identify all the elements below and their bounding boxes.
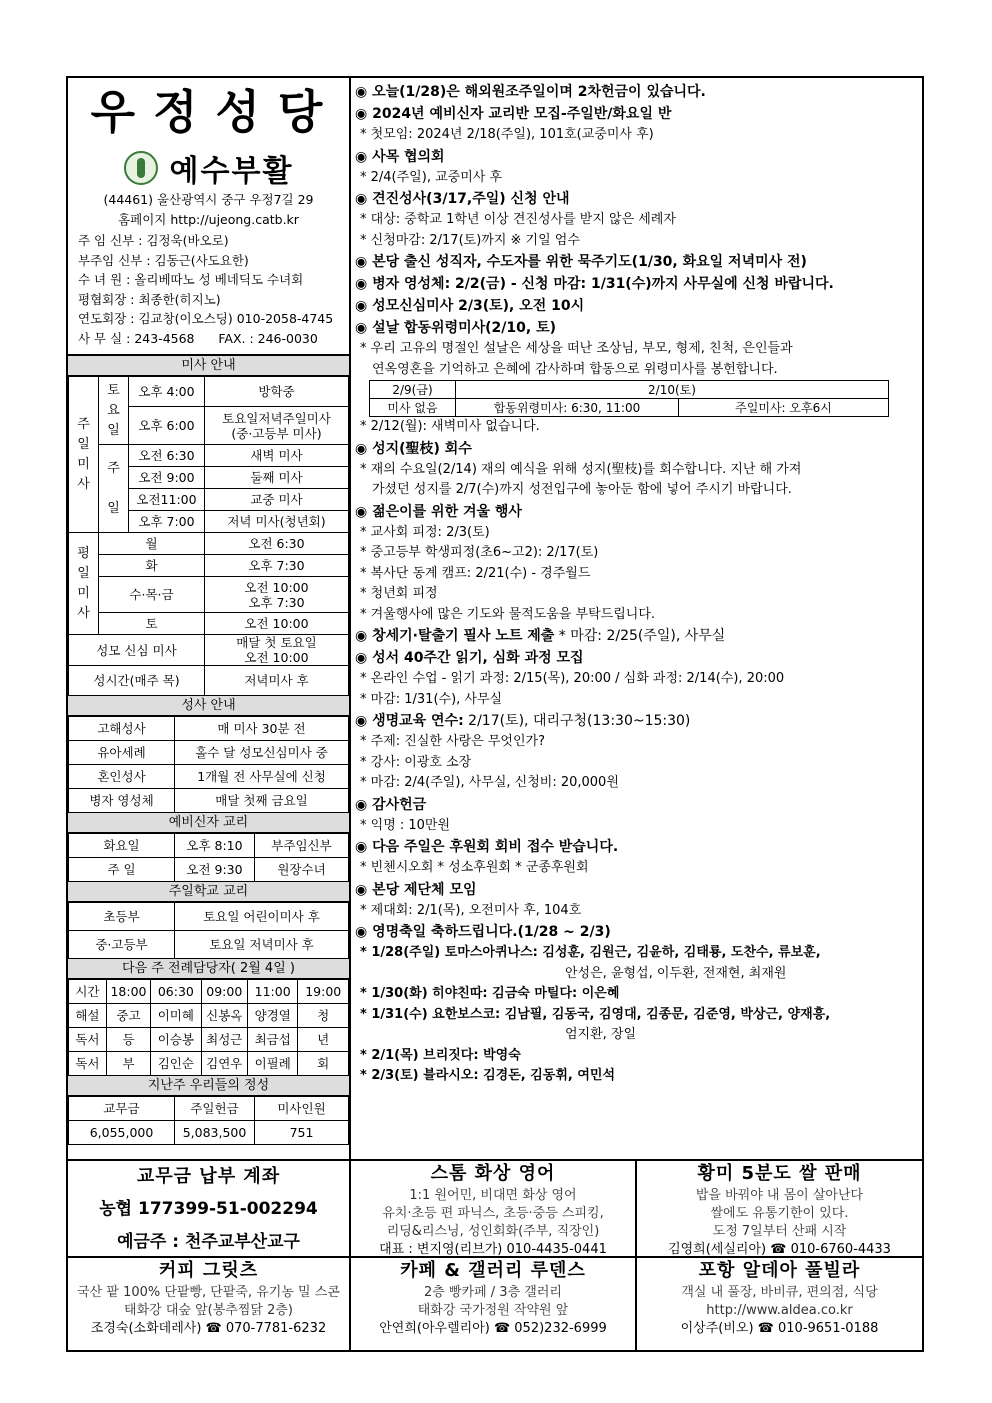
table-cell: 교무금 <box>69 1097 175 1121</box>
notices-column <box>353 78 924 1159</box>
table-cell: 교중 미사 <box>205 489 349 511</box>
notice <box>355 438 920 501</box>
table-cell: 5,083,500 <box>175 1121 255 1145</box>
ad-line: 태화강 대숲 앞(봉추찜닭 2층) <box>124 1303 293 1318</box>
table-cell: 토요일 어린이미사 후 <box>175 903 349 931</box>
ad-box <box>351 1256 637 1352</box>
ad-title: 교무금 납부 계좌 <box>136 1166 281 1187</box>
table-cell: 부 <box>106 1052 150 1076</box>
table-cell: 성모 신심 미사 <box>69 635 205 666</box>
notice-line: * 주제: 진실한 사랑은 무엇인가? <box>360 734 546 749</box>
table-cell: 토요일저녁주일미사 (중·고등부 미사) <box>205 407 349 445</box>
notice-seollal <box>355 317 920 438</box>
table-cell: 주일미사: 오후6시 <box>679 399 889 417</box>
table-cell: 오후 6:00 <box>129 407 205 445</box>
table-cell: 화요일 <box>69 834 175 858</box>
notice-line: * 1/30(화) 히야친따: 김금숙 마틸다: 이은혜 <box>360 986 620 1001</box>
notice-line: * 2/12(월): 새벽미사 없습니다. <box>360 419 540 434</box>
table-cell: 혼인성사 <box>69 765 175 789</box>
table-cell: 매달 첫 토요일 오전 10:00 <box>205 635 349 666</box>
table-cell: 회 <box>298 1052 349 1076</box>
notice-line: * 온라인 수업 - 읽기 과정: 2/15(목), 20:00 / 심화 과정: 2/14(수), 20:00 <box>360 671 785 686</box>
ad-line: 유치·초등 편 파닉스, 초등·중등 스피킹, <box>382 1206 604 1221</box>
table-cell: 1개월 전 사무실에 신청 <box>175 765 349 789</box>
notice-line: * 1/31(수) 요한보스코: 김남필, 김동국, 김영대, 김종문, 김준영, 박상근, 양재흥, <box>360 1006 831 1022</box>
notice-line: * 익명 : 10만원 <box>360 817 451 833</box>
notice-line: * 2/4(주일), 교중미사 후 <box>360 169 503 185</box>
table-cell: 등 <box>106 1028 150 1052</box>
ad-line: 조경숙(소화데레사) ☎ 070-7781-6232 <box>90 1321 327 1336</box>
table-cell: 06:30 <box>151 980 202 1004</box>
ad-line: 리딩&리스닝, 성인회화(주부, 직장인) <box>386 1224 600 1239</box>
ad-line: 객실 내 풀장, 바비큐, 편의점, 식당 <box>681 1285 878 1300</box>
table-cell: 오전11:00 <box>129 489 205 511</box>
notice-tail: * 마감: 2/25(주일), 사무실 <box>554 628 726 644</box>
table-cell: 주 일 미 사 <box>69 377 99 533</box>
table-cell: 방학중 <box>205 377 349 407</box>
table-cell: 해설 <box>69 1004 107 1028</box>
table-cell: 주일헌금 <box>175 1097 255 1121</box>
header <box>68 78 349 356</box>
notice-line: * 겨울행사에 많은 기도와 물적도움을 부탁드립니다. <box>360 606 656 622</box>
table-cell: 유아세례 <box>69 741 175 765</box>
notice-heading: ◉ 성지(聖枝) 회수 <box>355 440 472 457</box>
sunday-school-table <box>68 902 349 959</box>
notice <box>355 295 920 317</box>
table-cell: 청 <box>298 1004 349 1028</box>
table-cell: 751 <box>255 1121 349 1145</box>
table-cell: 저녁 미사(청년회) <box>205 511 349 533</box>
table-cell: 화 <box>99 555 205 577</box>
notice-line: * 1/28(주일) 토마스아퀴나스: 김성훈, 김원근, 김윤하, 김태룡, 도찬수, 류보훈, <box>360 945 821 960</box>
table-cell: 2/10(토) <box>456 381 889 399</box>
notice-heading: ◉ 본당 제단체 모임 <box>355 881 477 898</box>
ad-line: http://www.aldea.co.kr <box>706 1303 853 1318</box>
notice-line: * 2/1(목) 브리짓다: 박영숙 <box>360 1047 521 1063</box>
notice <box>355 146 920 189</box>
table-cell: 고해성사 <box>69 717 175 741</box>
table-cell: 토요일 저녁미사 후 <box>175 931 349 959</box>
ad-box <box>637 1161 922 1256</box>
notice-line: * 첫모임: 2024년 2/18(주일), 101호(교중미사 후) <box>360 127 654 142</box>
table-cell: 오전 6:30 <box>205 533 349 555</box>
notice <box>355 273 920 295</box>
liturgy-table <box>68 979 349 1076</box>
table-cell: 토 <box>99 613 205 635</box>
seollal-table <box>369 380 889 417</box>
ad-line: 대표 : 변지영(리브가) 010-4435-0441 <box>379 1242 607 1256</box>
table-cell: 오후 8:10 <box>175 834 255 858</box>
notice-heading: ◉ 설날 합동위령미사(2/10, 토) <box>355 320 557 336</box>
notice-heading: ◉ 성모신심미사 2/3(토), 오전 10시 <box>355 298 585 314</box>
table-cell: 독서 <box>69 1028 107 1052</box>
table-cell: 년 <box>298 1028 349 1052</box>
table-cell: 최금섭 <box>247 1028 298 1052</box>
notice-line: * 청년회 피정 <box>360 586 438 601</box>
notice <box>355 710 920 794</box>
notice-heading: ◉ 오늘(1/28)은 해외원조주일이며 2차헌금이 있습니다. <box>355 84 706 100</box>
notice-heading: ◉ 감사헌금 <box>355 796 427 813</box>
table-cell: 성시간(매주 목) <box>69 666 205 696</box>
table-cell: 09:00 <box>201 980 247 1004</box>
sacraments-title: 성사 안내 <box>68 696 349 716</box>
notice-heading: ◉ 영명축일 축하드립니다.(1/28 ~ 2/3) <box>355 924 611 940</box>
homepage-label: 홈페이지 <box>118 212 167 227</box>
table-cell: 18:00 <box>106 980 150 1004</box>
staff-member: 주 임 신부 : 김정욱(바오로) <box>78 233 229 248</box>
ad-title: 황미 5분도 쌀 판매 <box>697 1163 862 1184</box>
notice-line: 안성은, 윤형섭, 이두환, 전재현, 최재원 <box>565 965 787 981</box>
ad-box <box>637 1256 922 1352</box>
notice-heading: ◉ 사목 협의회 <box>355 148 445 165</box>
notice-heading: ◉ 병자 영성체: 2/2(금) - 신청 마감: 1/31(수)까지 사무실에 신청 바랍니다. <box>355 276 834 292</box>
notice-heading: ◉ 견진성사(3/17,주일) 신청 안내 <box>355 191 570 207</box>
notice-heading: ◉ 창세기·탈출기 필사 노트 제출 * 마감: 2/25(주일), 사무실 <box>355 628 726 644</box>
fax: FAX. : 246-0030 <box>218 330 318 346</box>
table-cell: 김인순 <box>151 1052 202 1076</box>
table-cell: 김연우 <box>201 1052 247 1076</box>
bulletin-page <box>66 76 924 1352</box>
table-cell: 평 일 미 사 <box>69 533 99 635</box>
notice-line: 엄지환, 장일 <box>565 1027 637 1042</box>
offering-table <box>68 1096 349 1145</box>
liturgy-title: 다음 주 전례담당자( 2월 4일 ) <box>68 959 349 979</box>
notice-heading: ◉ 다음 주일은 후원회 회비 접수 받습니다. <box>355 839 619 855</box>
notice-line: 연옥영혼을 기억하고 은혜에 감사하며 합동으로 위령미사를 봉헌합니다. <box>372 361 778 377</box>
staff-member: 수 녀 원 : 올리베따노 성 베네딕도 수녀회 <box>78 272 304 287</box>
notice-heading: ◉ 본당 출신 성직자, 수도자를 위한 묵주기도(1/30, 화요일 저녁미사 전) <box>355 254 807 270</box>
table-cell: 병자 영성체 <box>69 789 175 813</box>
table-cell: 오전 6:30 <box>129 445 205 467</box>
table-cell: 새벽 미사 <box>205 445 349 467</box>
notice <box>355 879 920 922</box>
ad-line: 도정 7일부터 산패 시작 <box>712 1224 847 1239</box>
table-cell: 2/9(금) <box>370 381 456 399</box>
address: (44461) 울산광역시 중구 우정7길 29 <box>103 192 314 207</box>
table-cell: 월 <box>99 533 205 555</box>
ad-line: 국산 팥 100% 단팥빵, 단팥죽, 유기농 밀 스콘 <box>77 1285 340 1300</box>
mass-title: 미사 안내 <box>68 356 349 376</box>
table-cell: 11:00 <box>247 980 298 1004</box>
table-cell: 시간 <box>69 980 107 1004</box>
table-cell: 미사인원 <box>255 1097 349 1121</box>
notice <box>355 794 920 837</box>
notice-line: * 복사단 동계 캠프: 2/21(수) - 경주월드 <box>360 565 591 581</box>
table-cell: 저녁미사 후 <box>205 666 349 696</box>
notice-line: 가셨던 성지를 2/7(수)까지 성전입구에 놓아둔 함에 넣어 주시기 바랍니다. <box>372 482 792 497</box>
table-cell: 합동위령미사: 6:30, 11:00 <box>456 399 679 417</box>
ad-line: 안연희(아우렐리아) ☎ 052)232-6999 <box>379 1321 607 1336</box>
notice-line: * 빈첸시오회 * 성소후원회 * 군종후원회 <box>360 860 589 875</box>
parish-logo-icon <box>124 151 158 185</box>
table-cell: 주 일 <box>69 858 175 882</box>
table-cell: 수·목·금 <box>99 577 205 613</box>
notice <box>355 103 920 146</box>
table-cell: 중·고등부 <box>69 931 175 959</box>
slogan: 예수부활 <box>169 154 294 189</box>
catechumen-title: 예비신자 교리 <box>68 813 349 833</box>
ad-line: 밥을 바꿔야 내 몸이 살아난다 <box>695 1188 864 1203</box>
mass-table <box>68 376 349 696</box>
notice-heading: ◉ 젊은이를 위한 겨울 행사 <box>355 503 522 520</box>
notice <box>355 501 920 626</box>
notice <box>355 81 920 103</box>
notice-tail: 2/17(토), 대리구청(13:30~15:30) <box>463 713 691 729</box>
table-cell: 최성근 <box>201 1028 247 1052</box>
ads-section <box>68 1159 922 1350</box>
table-cell: 오전 10:00 오후 7:30 <box>205 577 349 613</box>
ad-title: 커피 그릿츠 <box>158 1260 259 1281</box>
table-cell: 주 일 <box>99 445 129 533</box>
table-cell: 오후 7:00 <box>129 511 205 533</box>
table-cell: 초등부 <box>69 903 175 931</box>
sacraments-table <box>68 716 349 813</box>
table-cell: 매 미사 30분 전 <box>175 717 349 741</box>
table-cell: 오후 7:30 <box>205 555 349 577</box>
ad-line: 김영희(세실리아) ☎ 010-6760-4433 <box>668 1242 891 1256</box>
staff-list <box>68 231 349 329</box>
ad-line: 이상주(비오) ☎ 010-9651-0188 <box>680 1321 879 1336</box>
staff-member: 부주임 신부 : 김동근(사도요한) <box>78 252 249 268</box>
ad-title: 스톰 화상 영어 <box>430 1163 556 1184</box>
table-cell: 신봉옥 <box>201 1004 247 1028</box>
notice-heading: ◉ 성서 40주간 읽기, 심화 과정 모집 <box>355 650 584 666</box>
account-number: 농협 177399-51-002294 <box>99 1199 318 1219</box>
notice-line: * 교사회 피정: 2/3(토) <box>360 524 490 540</box>
ad-box <box>351 1161 637 1256</box>
staff-member: 연도회장 : 김교창(이오스딩) 010-2058-4745 <box>78 311 334 326</box>
staff-member: 평협회장 : 최종한(히지노) <box>78 291 221 307</box>
notice <box>355 647 920 710</box>
table-cell: 미사 없음 <box>370 399 456 417</box>
table-cell: 이미혜 <box>151 1004 202 1028</box>
notice <box>355 836 920 879</box>
notice <box>355 188 920 251</box>
notice-heading: ◉ 생명교육 연수: 2/17(토), 대리구청(13:30~15:30) <box>355 713 691 729</box>
notice-line: * 제대회: 2/1(목), 오전미사 후, 104호 <box>360 902 582 918</box>
table-cell: 둘째 미사 <box>205 467 349 489</box>
ad-line: 쌀에도 유통기한이 있다. <box>710 1206 849 1221</box>
notice <box>355 625 920 647</box>
table-cell: 이필례 <box>247 1052 298 1076</box>
notice-line: * 우리 고유의 명절인 설날은 세상을 떠난 조상님, 부모, 형제, 친척, 은인들과 <box>360 341 793 356</box>
table-cell: 원장수녀 <box>255 858 349 882</box>
ad-line: 2층 빵카페 / 3층 갤러리 <box>424 1285 562 1300</box>
table-cell: 오전 9:30 <box>175 858 255 882</box>
sunday-school-title: 주일학교 교리 <box>68 882 349 902</box>
table-cell: 홀수 달 성모신심미사 중 <box>175 741 349 765</box>
left-column <box>68 78 351 1159</box>
table-cell: 19:00 <box>298 980 349 1004</box>
table-cell: 오후 4:00 <box>129 377 205 407</box>
ad-title: 포항 알데아 풀빌라 <box>698 1260 861 1281</box>
table-cell: 오전 10:00 <box>205 613 349 635</box>
church-name: 우정성당 <box>90 85 341 139</box>
notice-line: * 대상: 중학교 1학년 이상 견진성사를 받지 않은 세례자 <box>360 212 676 227</box>
offering-title: 지난주 우리들의 정성 <box>68 1076 349 1096</box>
notice-line: * 마감: 1/31(수), 사무실 <box>360 691 503 707</box>
table-cell: 토 요 일 <box>99 377 129 445</box>
ad-line: 태화강 국가정원 작약원 앞 <box>417 1303 569 1318</box>
table-cell: 이승봉 <box>151 1028 202 1052</box>
notice-line: * 2/3(토) 블라시오: 김경돈, 김동휘, 여민석 <box>360 1068 616 1083</box>
notice <box>355 251 920 273</box>
table-cell: 매달 첫째 금요일 <box>175 789 349 813</box>
notice-line: * 재의 수요일(2/14) 재의 예식을 위해 성지(聖枝)를 회수합니다. 지난 해 가져 <box>360 461 802 477</box>
table-cell: 양경열 <box>247 1004 298 1028</box>
table-cell: 중고 <box>106 1004 150 1028</box>
account-holder: 예금주 : 천주교부산교구 <box>117 1232 300 1252</box>
table-cell: 오전 9:00 <box>129 467 205 489</box>
notice-line: * 신청마감: 2/17(토)까지 ※ 기일 엄수 <box>360 232 580 248</box>
catechumen-table <box>68 833 349 882</box>
ad-box <box>68 1256 351 1352</box>
ad-title: 카페 & 갤러리 루덴스 <box>400 1260 586 1281</box>
table-cell: 독서 <box>69 1052 107 1076</box>
notice-line: * 강사: 이광호 소장 <box>360 754 472 770</box>
table-cell: 6,055,000 <box>69 1121 175 1145</box>
notice-line: * 마감: 2/4(주일), 사무실, 신청비: 20,000원 <box>360 775 619 790</box>
notice-heading: ◉ 2024년 예비신자 교리반 모집-주일반/화요일 반 <box>355 106 672 122</box>
ad-box <box>68 1161 351 1256</box>
notice <box>355 921 920 1087</box>
notice-line: * 중고등부 학생피정(초6~고2): 2/17(토) <box>360 545 599 560</box>
table-cell: 부주임신부 <box>255 834 349 858</box>
office-phone: 사 무 실 : 243-4568 <box>78 330 195 346</box>
ad-line: 1:1 원어민, 비대면 화상 영어 <box>409 1188 577 1203</box>
homepage-link[interactable]: http://ujeong.catb.kr <box>170 212 299 227</box>
